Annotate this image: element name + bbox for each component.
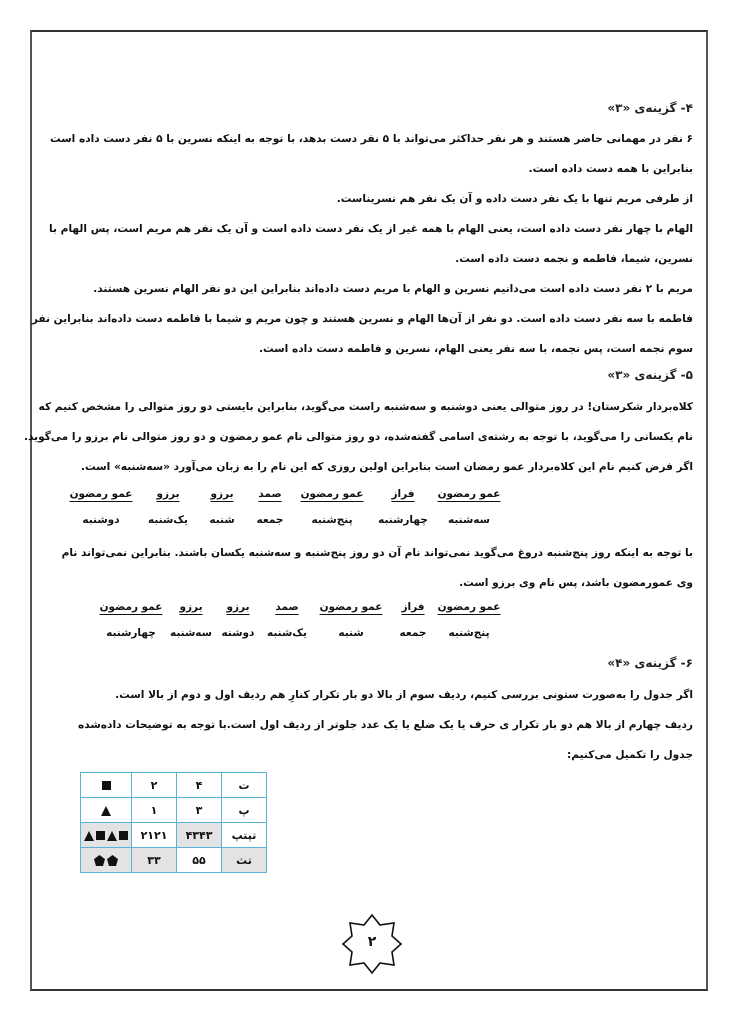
- weekday: جمعه: [399, 627, 427, 639]
- weekday: پنج‌شنبه: [311, 514, 353, 526]
- weekday: سه‌شنبه: [170, 627, 212, 639]
- number-cell: ۲۱۲۱: [132, 823, 177, 848]
- text-line: بنابراین با همه دست داده است.: [528, 163, 693, 175]
- text-line: نسرین، شیما، فاطمه و نجمه دست داده است.: [455, 253, 693, 265]
- q5-heading: ۵- گزینه‌ی «۳»: [607, 368, 693, 382]
- text-line: وی عمورمضون باشد، پس نام وی برزو است.: [459, 577, 693, 589]
- q5-body-2: [61, 538, 693, 598]
- text-line: فاطمه با سه نفر دست داده است. دو نفر از آن‌ها الهام و نسرین هستند و چون مریم و شیما با فاطمه دست داده‌اند بنابراین نفر: [31, 313, 693, 325]
- number-cell: ۵۵: [177, 848, 222, 873]
- sequence-item: [65, 488, 137, 526]
- weekday: چهارشنبه: [378, 514, 428, 526]
- person-name: برزو: [179, 601, 203, 613]
- text-line: از طرفی مریم تنها با یک نفر دست داده و آن یک نفر هم نسریناست.: [336, 193, 693, 205]
- number-cell: ۳۳: [132, 848, 177, 873]
- q6-body: [70, 680, 693, 770]
- table-row: [81, 773, 267, 798]
- pattern-table: [80, 772, 267, 873]
- shapes-cell: [81, 798, 132, 823]
- triangle-icon: [107, 831, 117, 841]
- letters-cell: پ: [222, 798, 267, 823]
- weekday: جمعه: [256, 514, 284, 526]
- sequence-item: [199, 488, 245, 526]
- text-line: سوم نجمه است، پس نجمه، با سه نفر یعنی الهام، نسرین و فاطمه دست داده است.: [258, 343, 693, 355]
- person-name: عمو رمضون: [437, 488, 501, 500]
- person-name: صمد: [275, 601, 299, 613]
- sequence-item: [261, 601, 313, 639]
- table-row: [81, 848, 267, 873]
- text-line: اگر جدول را به‌صورت ستونی بررسی کنیم، ردیف سوم از بالا دو بار تکرار کنارِ هم ردیف اول و دوم از بالا است.: [115, 689, 693, 701]
- person-name: فراز: [391, 488, 415, 500]
- sequence-item: [245, 488, 295, 526]
- triangle-icon: [84, 831, 94, 841]
- person-name: صمد: [258, 488, 282, 500]
- text-line: کلاه‌بردار شکرستان! در روز متوالی یعنی دوشنبه و سه‌شنبه راست می‌گوید، بنابراین بایستی دو روز متوالی را مشخص کنیم که: [38, 401, 693, 413]
- person-name: برزو: [210, 488, 234, 500]
- number-cell: ۱: [132, 798, 177, 823]
- pentagon-icon: [94, 855, 105, 866]
- number-cell: ۲: [132, 773, 177, 798]
- sequence-item: [369, 488, 437, 526]
- sequence-item: [437, 488, 501, 526]
- sequence-item: [437, 601, 501, 639]
- text-line: اگر فرض کنیم نام این کلاه‌بردار عمو رمضان است بنابراین اولین روزی که این نام را به زبان می‌آورد «سه‌شنبه» است.: [80, 461, 693, 473]
- table-row: [81, 798, 267, 823]
- letters-cell: تپتپ: [222, 823, 267, 848]
- q6-heading: ۶- گزینه‌ی «۴»: [607, 656, 693, 670]
- page-number-badge: [341, 913, 403, 975]
- sequence-item: [295, 488, 369, 526]
- number-cell: ۳: [177, 798, 222, 823]
- sequence-item: [95, 601, 167, 639]
- person-name: برزو: [226, 601, 250, 613]
- text-line: جدول را تکمیل می‌کنیم:: [567, 749, 693, 761]
- sequence-1: [65, 488, 501, 526]
- sequence-item: [167, 601, 215, 639]
- weekday: سه‌شنبه: [448, 514, 490, 526]
- text-line: الهام با چهار نفر دست داده است، یعنی الهام با همه غیر از یک نفر دست داده است و آن یک نفر هم مریم است، پس الهام با: [49, 223, 693, 235]
- q5-body: [23, 392, 693, 482]
- sequence-item: [389, 601, 437, 639]
- letters-cell: تث: [222, 848, 267, 873]
- weekday: چهارشنبه: [106, 627, 156, 639]
- sequence-item: [313, 601, 389, 639]
- shapes-cell: [81, 848, 132, 873]
- shapes-cell: [81, 823, 132, 848]
- person-name: عمو رمضون: [99, 601, 163, 613]
- sequence-2: [95, 601, 501, 639]
- person-name: عمو رمضون: [319, 601, 383, 613]
- weekday: شنبه: [209, 514, 235, 526]
- sequence-item: [215, 601, 261, 639]
- table-row: [81, 823, 267, 848]
- q4-heading: ۴- گزینه‌ی «۳»: [607, 101, 693, 115]
- square-icon: [96, 831, 105, 840]
- weekday: شنبه: [338, 627, 364, 639]
- weekday: پنج‌شنبه: [448, 627, 490, 639]
- person-name: برزو: [156, 488, 180, 500]
- sequence-item: [137, 488, 199, 526]
- q4-body: [31, 124, 693, 364]
- text-line: ردیف چهارم از بالا هم دو بار تکرار ی حرف یا یک ضلع یا یک عدد جلوتر از ردیف اول است.با توجه به توضیحات داده‌شده: [77, 719, 693, 731]
- weekday: دوشنبه: [82, 514, 120, 526]
- weekday: یک‌شنبه: [267, 627, 307, 639]
- number-cell: ۴۳۴۳: [177, 823, 222, 848]
- text-line: ۶ نفر در مهمانی حاضر هستند و هر نفر حداکثر می‌تواند با ۵ نفر دست بدهد، با توجه به اینکه نسرین با ۵ نفر دست داده است: [50, 133, 693, 145]
- square-icon: [119, 831, 128, 840]
- page-number: ۲: [367, 934, 377, 950]
- person-name: عمو رمضون: [300, 488, 364, 500]
- shapes-cell: [81, 773, 132, 798]
- triangle-icon: [101, 806, 111, 816]
- person-name: عمو رمضون: [437, 601, 501, 613]
- text-line: با توجه به اینکه روز پنج‌شنبه دروغ می‌گوید نمی‌تواند نام آن دو روز پنج‌شنبه و سه‌شنبه یکسان باشند. بنابراین نمی‌تواند نام: [61, 547, 693, 559]
- square-icon: [102, 781, 111, 790]
- person-name: فراز: [401, 601, 425, 613]
- weekday: دوشنه: [221, 627, 255, 639]
- weekday: یک‌شنبه: [148, 514, 188, 526]
- letters-cell: ت: [222, 773, 267, 798]
- text-line: مریم با ۲ نفر دست داده است می‌دانیم نسرین و الهام با مریم دست داده‌اند بنابراین این دو نفر الهام نسرین هستند.: [93, 283, 693, 295]
- pentagon-icon: [107, 855, 118, 866]
- text-line: نام یکسانی را می‌گوید، با توجه به رشته‌ی اسامی گفته‌شده، دو روز متوالی نام عمو رمضون و دو روز متوالی نام برزو را می‌گوید.: [23, 431, 693, 443]
- number-cell: ۴: [177, 773, 222, 798]
- person-name: عمو رمضون: [69, 488, 133, 500]
